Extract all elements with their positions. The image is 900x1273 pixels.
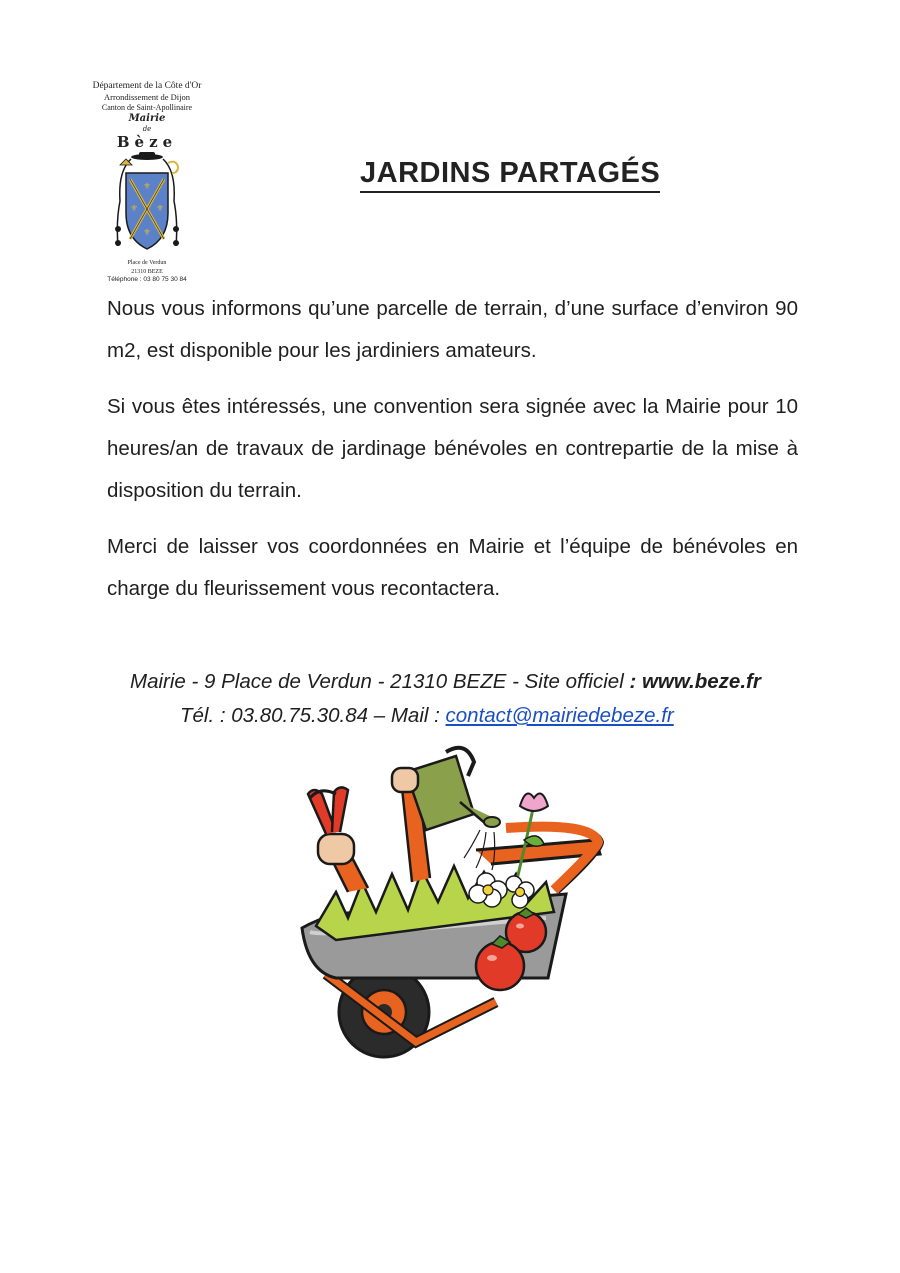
coat-of-arms-icon (106, 151, 188, 259)
letterhead-arrondissement: Arrondissement de Dijon (104, 92, 190, 102)
paragraph-plot: Nous vous informons qu’une parcelle de terrain, d’une surface d’environ 90 m2, est disponible pour les jardiniers amateurs. (107, 297, 798, 362)
svg-text:⚜: ⚜ (142, 227, 152, 237)
letterhead-phone: Téléphone : 03 80 75 30 84 (107, 276, 187, 283)
letterhead-department: Département de la Côte d'Or (92, 81, 202, 91)
notice-body (107, 288, 798, 624)
letterhead-mairie: Mairie (128, 113, 166, 124)
wheelbarrow-garden-icon (296, 742, 608, 1068)
page-title: JARDINS PARTAGÉS (360, 156, 660, 193)
footer-address: Mairie - 9 Place de Verdun - 21310 BEZE - Site officiel (130, 670, 630, 693)
letterhead-town: Bèze (116, 133, 178, 151)
footer-phone: Tél. : 03.80.75.30.84 – Mail : (180, 704, 446, 727)
svg-text:⚜: ⚜ (155, 203, 165, 213)
letterhead-postcode: 21310 BEZE (131, 268, 163, 275)
letterhead-canton: Canton de Saint-Apollinaire (101, 103, 193, 112)
paragraph-contact: Merci de laisser vos coordonnées en Mairie et l’équipe de bénévoles en charge du fleurissement vous recontactera. (107, 535, 798, 600)
footer-site-link[interactable]: : www.beze.fr (629, 670, 761, 693)
letterhead (82, 80, 212, 284)
footer-phone-line (180, 698, 674, 734)
footer-address-line (130, 664, 761, 700)
email-link[interactable]: contact@mairiedebeze.fr (445, 704, 674, 727)
svg-text:⚜: ⚜ (129, 203, 139, 213)
paragraph-convention: Si vous êtes intéressés, une convention sera signée avec la Mairie pour 10 heures/an de travaux de jardinage bénévoles en contrepartie de la mise à disposition du terrain. (107, 395, 798, 502)
svg-text:⚜: ⚜ (142, 181, 152, 191)
letterhead-de: de (142, 125, 152, 133)
letterhead-address: Place de Verdun (127, 260, 167, 266)
